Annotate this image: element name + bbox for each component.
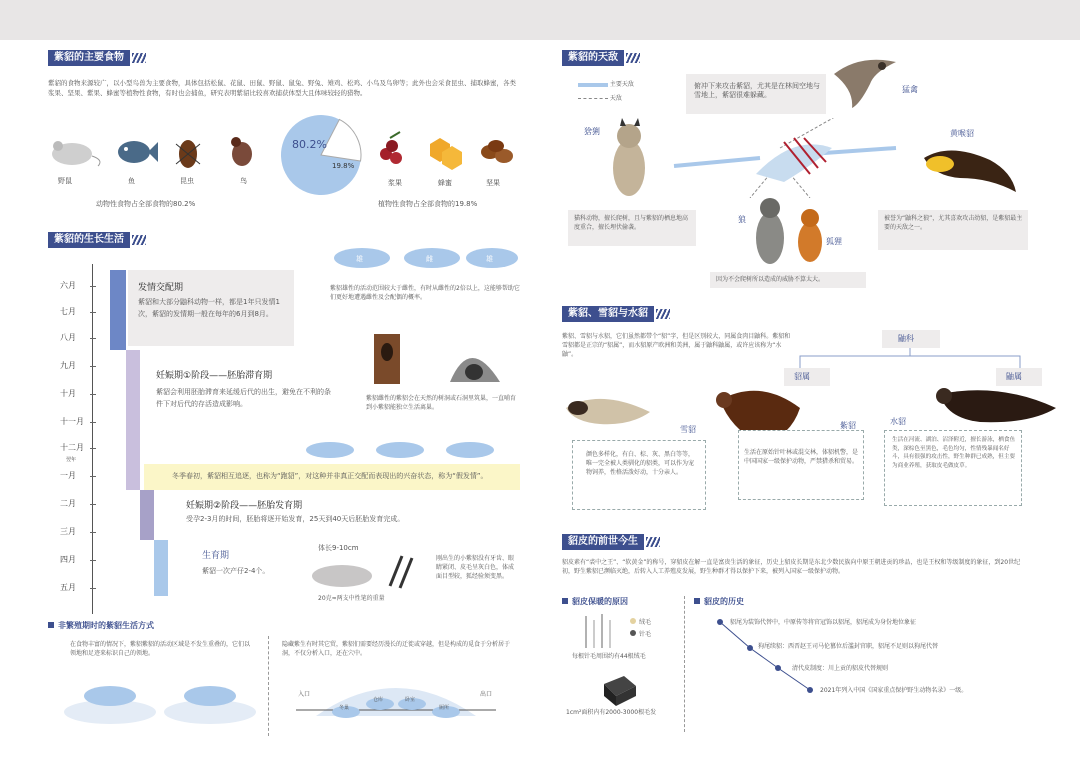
history-title-text: 貂皮的历史 (704, 597, 744, 606)
timeline-tick (90, 476, 96, 477)
nuts-icon (481, 140, 513, 163)
den-label-2: 卧室 (405, 697, 416, 703)
timeline-month: 一月 (60, 471, 76, 480)
timeline-month: 十一月 (60, 417, 84, 426)
square-bullet-icon (694, 598, 700, 604)
timeline-month: 九月 (60, 361, 76, 370)
animal-food-row (48, 130, 288, 186)
fur-section-title: 貂皮的前世今生 (562, 534, 644, 550)
warm-legend1 (630, 618, 651, 627)
stage1-title: 发情交配期 (138, 283, 184, 293)
relatives-intro: 紫貂、雪貂与水貂，它们虽然都带个“貂”字，但是区别较大，同属食肉目鼬科。紫貂和雪貂都是正宗的“貂属”，而水貂原产欧洲和美洲，属于鼬科鼬属，或许应该称为“水鼬”。 (562, 333, 791, 358)
warm-legend2-text: 针毛 (639, 631, 652, 638)
food-label-mouse: 野鼠 (58, 177, 72, 185)
svg-text:雄: 雄 (486, 255, 493, 263)
hair-illustration (580, 614, 620, 650)
insect-icon (176, 140, 200, 168)
food-label-bird: 鸟 (240, 177, 247, 185)
timeline-month: 六月 (60, 281, 76, 290)
mouse-icon (52, 141, 100, 166)
plant-pct-label: 19.8% (332, 162, 355, 170)
mink-icon (936, 388, 1056, 422)
timeline-month: 五月 (60, 583, 76, 592)
top-band (0, 0, 1080, 40)
wolf-label: 狼 (738, 215, 746, 224)
timeline-tick (90, 448, 96, 449)
food-label-insect: 昆虫 (180, 177, 194, 185)
animal-pct-label: 80.2% (292, 138, 327, 151)
eagle-label: 猛禽 (902, 85, 918, 94)
territory-illustration (60, 668, 260, 732)
stage2-title: 妊娠期①阶段——胚胎滞育期 (156, 371, 273, 381)
food-label-fish: 鱼 (128, 177, 135, 185)
fox-icon (798, 209, 822, 262)
fur-intro: 貂皮素有“裘中之王”、“软黄金”的称号，穿貂皮在解一直是富贵生活的象征，历史上貂皮长期是东北少数民族向中原王朝进贡的珍品，也是王权和等级制度的象征，到20世纪初，野生紫貂已濒临灭绝，后转入人工养殖皮发展，野生种群才得以保护下来，被列入国家一级保护动物。 (562, 559, 1021, 575)
den-exit-label: 出口 (480, 691, 493, 698)
stage1-text: 紫貂和大部分鼬科动物一样，都是1年只发情1次，紫貂的发情期一般在每年的6月到8月。 (138, 298, 280, 318)
newborn-sable-icon (312, 565, 372, 587)
eagle-text: 俯冲下来攻击紫貂，尤其是在林间空地与雪地上，紫貂很难躲藏。 (694, 82, 820, 99)
stage3-title: 妊娠期②阶段——胚胎发育期 (186, 501, 303, 511)
marten-label: 黄喉貂 (950, 129, 974, 138)
den-label-3: 厕所 (439, 705, 450, 711)
genus2-label: 鼬属 (1006, 372, 1022, 381)
nonbreeding-left-text: 在食物丰富的情况下，紫貂紫貂的活动区域是不发生重叠的，它们以领地和足迹来标识自己的领地。 (70, 641, 251, 657)
stage2-text: 紫貂会利用胚胎滞育来延缓后代的出生，避免在不利的条件下对后代的存活造成影响。 (156, 388, 331, 408)
stage2-note: 紫貂雌性的紫貂会在天然的树洞或石洞里筑巢，一直哺育到小紫貂能独立生活离巢。 (366, 395, 517, 411)
square-bullet-icon (48, 622, 54, 628)
wolf-icon (756, 198, 784, 264)
wolf-fox-illustration (748, 192, 848, 270)
pen-icon (390, 556, 412, 588)
berry-icon (380, 132, 402, 164)
size-label: 体长9-10cm (318, 544, 359, 552)
genus1-label: 貂属 (794, 372, 810, 381)
warm-caption1: 每根针毛周围约有44根绒毛 (572, 653, 646, 660)
warm-legend2 (630, 630, 651, 639)
marten-illustration (920, 138, 1020, 196)
legend-dot-fluff (630, 618, 636, 624)
eagle-icon (834, 60, 896, 108)
claw-mark-icon (756, 138, 832, 182)
timeline-month: 十二月 (60, 443, 84, 452)
history-item-3: 2021年列入中国《国家重点保护野生动物名录》一级。 (820, 687, 968, 694)
honeycomb-icon (430, 138, 462, 170)
fur-cube-icon (604, 676, 636, 706)
ferret-icon (566, 399, 650, 424)
fur-hair-icon (586, 614, 610, 648)
history-title (694, 596, 744, 607)
newborn-note: 刚出生的小紫貂没有牙齿、眼睛紧闭、皮毛呈灰白色，体成面目型较，狐经验须变黑。 (436, 555, 515, 580)
timeline-month: 八月 (60, 333, 76, 342)
timeline-tick (90, 504, 96, 505)
food-label-nuts: 坚果 (486, 179, 500, 187)
legend-sky-enemy (578, 94, 622, 103)
plant-food-icons (372, 128, 522, 178)
stage3-text: 受孕2-3月的时间，胚胎将逐开始发育，25天到40天后胚胎发育完成。 (186, 515, 405, 523)
svg-text:雌: 雌 (426, 255, 433, 263)
sable-text: 生活在原始针叶林或混交林，体貂机警，是中国国家一级保护动物，严禁猎杀和贸易。 (744, 449, 859, 465)
family-label: 鼬科 (898, 334, 914, 343)
mink-text: 生活在河流、湖泊、沼泽附近，擅长游泳，栖食鱼类，深棕色至黑色，毛色均匀，性情残暴闻名好斗，具有很强的攻击性，野生种群已成熟，但主要为商业养殖，获取皮毛做皮草。 (892, 437, 1016, 469)
false-estrus-text: 冬季春初，紫貂相互追逐，也称为“跑貂”，对这种并非真正交配而表现出的兴奋状态，称为“假发情”。 (172, 472, 488, 480)
history-item-1: 狗尾续貂：西晋赵王司马伦篡位后滥封官职，貂尾不足则以狗尾代替 (758, 643, 939, 650)
birth-bar (154, 540, 168, 596)
claw-scratch-illustration (754, 134, 834, 184)
food-section-title: 紫貂的主要食物 (48, 50, 130, 66)
wolffox-text: 因为不会爬树所以造成的威胁不算太大。 (716, 276, 825, 283)
warm-title (562, 596, 628, 607)
lynx-label: 猞猁 (584, 127, 600, 136)
warm-caption2: 1cm²面积内有2000-3000根毛发 (566, 709, 657, 716)
warm-title-text: 貂皮保暖的原因 (572, 597, 628, 606)
lynx-icon (613, 118, 645, 196)
sable-silhouettes-middle (300, 436, 520, 464)
fur-cube-illustration (600, 672, 640, 708)
nonbreeding-title-text: 非繁殖期时的紫貂生活方式 (58, 621, 154, 630)
eagle-illustration (830, 54, 900, 110)
timeline-month: 二月 (60, 499, 76, 508)
lynx-text: 猫科动物，擅长爬树，且与紫貂的栖息地高度重合，擅长埋伏偷袭。 (574, 215, 689, 231)
growth-section-title: 紫貂的生长生活 (48, 232, 130, 248)
timeline-tick (90, 532, 96, 533)
relatives-section-title: 紫貂、雪貂与水貂 (562, 306, 654, 322)
history-item-0: 貂尾为装饰代替中，中原传等将官冠饰以貂尾，貂尾成为身份地位象征 (730, 619, 917, 626)
enemies-section-title: 紫貂的天敌 (562, 50, 624, 66)
timeline-month: 四月 (60, 555, 76, 564)
lynx-illustration (604, 118, 654, 208)
timeline-tick (90, 394, 96, 395)
fur-divider (684, 596, 685, 732)
food-label-honey: 蜂蜜 (438, 179, 452, 187)
legend-main-swatch (578, 83, 608, 87)
bird-icon (231, 137, 252, 166)
legend-main-enemy (578, 80, 634, 89)
food-label-berry: 浆果 (388, 179, 402, 187)
timeline-axis (92, 264, 93, 614)
timeline-tick (90, 560, 96, 561)
ferret-label: 雪貂 (680, 425, 696, 434)
stage1-note: 紫貂雄性的活动范围较大于雌性，有时从雌性的2倍以上，这能够帮助它们更好地遭遇雌性及会配偶的概率。 (330, 285, 520, 301)
mink-label: 水貂 (890, 417, 906, 426)
tree-hollow-icon (374, 334, 400, 384)
warm-legend1-text: 绒毛 (639, 619, 652, 626)
timeline-tick (90, 588, 96, 589)
history-timeline-line (710, 616, 830, 696)
food-intro: 紫貂的食物来源较广，以小型鸟兽为主要食物，具体包括松鼠、花鼠、田鼠、野鼠、鼠兔、野兔、雉鸡、松鸡、小鸟及鸟卵等；此外也会采食昆虫、捕取蜂蜜，各类浆果、坚果、紫果、蜂蜜等植物性食物，有时也会捕鱼，研究表明紫貂比较喜欢捕获体型大且体味较轻的猎物。 (48, 79, 516, 97)
animal-caption: 动物性食物占全部食物的80.2% (96, 200, 196, 208)
den-illustration (360, 324, 510, 384)
fish-icon (118, 141, 158, 163)
food-pie-chart (278, 112, 364, 198)
nonbreeding-title (48, 620, 154, 631)
den-entrance-label: 入口 (298, 691, 311, 698)
square-bullet-icon (562, 598, 568, 604)
den-label-0: 冬巢 (339, 705, 350, 711)
den-label-1: 仓库 (373, 697, 384, 703)
nonbreeding-right-text: 隐藏紫生有时其它贸，紫貂们需要经历漫长的迁徙或穿越，但是构成的觅食于分析居于洞，不仅分析入口，还在穴中。 (282, 641, 511, 657)
timeline-month: 十月 (60, 389, 76, 398)
nonbreeding-divider (268, 636, 269, 736)
timeline-tick (90, 312, 96, 313)
plant-caption: 植物性食物占全部食物的19.8% (378, 200, 478, 208)
stage4-title: 生育期 (202, 551, 230, 561)
timeline-month: 翌年 (66, 457, 77, 463)
timeline-tick (90, 366, 96, 367)
animal-food-icons (48, 130, 288, 186)
svg-text:雄: 雄 (356, 255, 363, 263)
timeline-tick (90, 338, 96, 339)
timeline-month: 七月 (60, 307, 76, 316)
legend-sky-text: 天敌 (609, 95, 622, 102)
timeline-month: 三月 (60, 527, 76, 536)
den-layout-illustration (296, 670, 496, 730)
ferret-text: 颜色多样化，有白、棕、灰、黑白等等，唯一完全被人类驯化的貂类，可以作为宠物饲养，性格活泼好动，十分亲人。 (586, 451, 695, 476)
timeline-tick (90, 422, 96, 423)
sable-silhouettes-top (322, 236, 522, 276)
estrus-bar (110, 270, 126, 350)
history-item-2: 清代皮制度：川上贡的貂皮代替规则 (792, 665, 889, 672)
development-bar (140, 490, 154, 540)
legend-main-text: 主要天敌 (609, 81, 634, 88)
stage4-text: 紫貂一次产仔2-4个。 (202, 567, 270, 575)
yellow-throated-marten-icon (924, 150, 1016, 192)
diapause-bar (126, 350, 140, 490)
legend-dot-guard (630, 630, 636, 636)
sable-label: 紫貂 (840, 421, 856, 430)
marten-text: 被誉为“鼬科之狼”，尤其喜欢攻击幼貂，是紫貂最主要的天敌之一。 (884, 215, 1023, 231)
size-caption: 20克≈两支中性笔的重量 (318, 595, 385, 602)
fox-label: 狐狸 (826, 237, 842, 246)
legend-sky-swatch (578, 98, 608, 99)
rock-cave-icon (450, 358, 500, 382)
timeline-tick (90, 286, 96, 287)
newborn-illustration (306, 552, 416, 592)
